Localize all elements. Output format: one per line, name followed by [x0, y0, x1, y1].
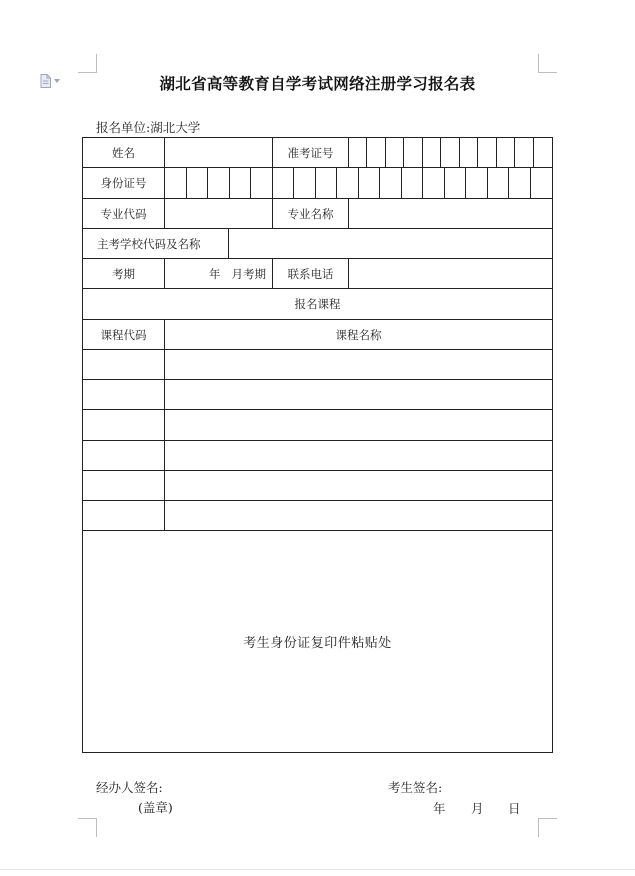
- admission-number-digit-box[interactable]: [423, 138, 441, 168]
- course-name-cell[interactable]: [165, 380, 552, 410]
- course-code-cell[interactable]: [83, 471, 165, 501]
- course-name-cell[interactable]: [165, 441, 552, 471]
- name-field[interactable]: [165, 138, 273, 168]
- admission-number-digit-box[interactable]: [497, 138, 515, 168]
- course-name-header: 课程名称: [165, 320, 552, 350]
- courses-header: 报名课程: [83, 289, 552, 320]
- registration-form-table: [82, 137, 553, 753]
- course-code-cell[interactable]: [83, 380, 165, 410]
- admission-number-boxes: [349, 138, 552, 168]
- registration-unit-label: 报名单位:: [96, 120, 151, 135]
- id-number-digit-box[interactable]: [251, 168, 273, 199]
- crop-mark-bottom-left: [78, 818, 97, 837]
- id-number-digit-box[interactable]: [230, 168, 251, 199]
- id-number-digit-box[interactable]: [359, 168, 380, 199]
- id-number-digit-box[interactable]: [509, 168, 531, 199]
- paste-area-text: 考生身份证复印件粘贴处: [243, 636, 392, 651]
- id-copy-paste-area: [83, 531, 552, 752]
- exam-period-label: 考期: [83, 259, 165, 289]
- id-number-digit-box[interactable]: [208, 168, 230, 199]
- date-day: 日: [508, 801, 521, 816]
- id-number-digit-box[interactable]: [531, 168, 552, 199]
- phone-field[interactable]: [349, 259, 552, 289]
- school-field[interactable]: [229, 229, 552, 259]
- page-title: 湖北省高等教育自学考试网络注册学习报名表: [159, 75, 476, 93]
- course-code-cell[interactable]: [83, 501, 165, 531]
- course-code-header: 课程代码: [83, 320, 165, 350]
- crop-mark-bottom-right: [538, 818, 557, 837]
- admission-number-digit-box[interactable]: [386, 138, 404, 168]
- id-number-digit-box[interactable]: [294, 168, 316, 199]
- course-name-cell[interactable]: [165, 410, 552, 441]
- major-code-label: 专业代码: [83, 199, 165, 229]
- course-name-cell[interactable]: [165, 501, 552, 531]
- admission-number-digit-box[interactable]: [478, 138, 497, 168]
- id-number-digit-box[interactable]: [316, 168, 337, 199]
- admission-number-digit-box[interactable]: [404, 138, 423, 168]
- id-number-digit-box[interactable]: [488, 168, 509, 199]
- name-label: 姓名: [83, 138, 165, 168]
- registration-unit: [96, 118, 200, 136]
- course-code-cell[interactable]: [83, 441, 165, 471]
- id-number-digit-box[interactable]: [445, 168, 466, 199]
- id-number-digit-box[interactable]: [187, 168, 208, 199]
- major-name-label: 专业名称: [273, 199, 349, 229]
- seal-note: (盖章): [138, 800, 173, 815]
- registration-unit-value: 湖北大学: [150, 120, 201, 135]
- id-number-label: 身份证号: [83, 168, 165, 199]
- major-code-field[interactable]: [165, 199, 273, 229]
- handler-signature: 经办人签名:: [96, 780, 163, 795]
- course-code-cell[interactable]: [83, 410, 165, 441]
- school-label: 主考学校代码及名称: [83, 229, 229, 259]
- admission-number-label: 准考证号: [273, 138, 349, 168]
- id-number-digit-box[interactable]: [165, 168, 187, 199]
- id-number-boxes: [165, 168, 552, 199]
- course-code-cell[interactable]: [83, 350, 165, 380]
- admission-number-digit-box[interactable]: [460, 138, 478, 168]
- id-number-digit-box[interactable]: [337, 168, 359, 199]
- admission-number-digit-box[interactable]: [441, 138, 460, 168]
- id-number-digit-box[interactable]: [402, 168, 423, 199]
- date-month: 月: [471, 801, 484, 816]
- course-name-cell[interactable]: [165, 471, 552, 501]
- major-name-field[interactable]: [349, 199, 552, 229]
- id-number-digit-box[interactable]: [273, 168, 294, 199]
- exam-period-field[interactable]: 年 月考期: [165, 259, 273, 289]
- id-number-digit-box[interactable]: [466, 168, 488, 199]
- examinee-signature: 考生签名:: [388, 780, 443, 795]
- page-bottom-edge: [0, 869, 635, 870]
- admission-number-digit-box[interactable]: [367, 138, 386, 168]
- crop-mark-top-right: [538, 54, 557, 73]
- id-number-digit-box[interactable]: [423, 168, 445, 199]
- admission-number-digit-box[interactable]: [349, 138, 367, 168]
- course-name-cell[interactable]: [165, 350, 552, 380]
- phone-label: 联系电话: [273, 259, 349, 289]
- course-rows: [83, 350, 552, 531]
- crop-mark-top-left: [78, 54, 97, 73]
- id-number-digit-box[interactable]: [380, 168, 402, 199]
- date-year: 年: [433, 801, 446, 816]
- admission-number-digit-box[interactable]: [515, 138, 534, 168]
- admission-number-digit-box[interactable]: [534, 138, 552, 168]
